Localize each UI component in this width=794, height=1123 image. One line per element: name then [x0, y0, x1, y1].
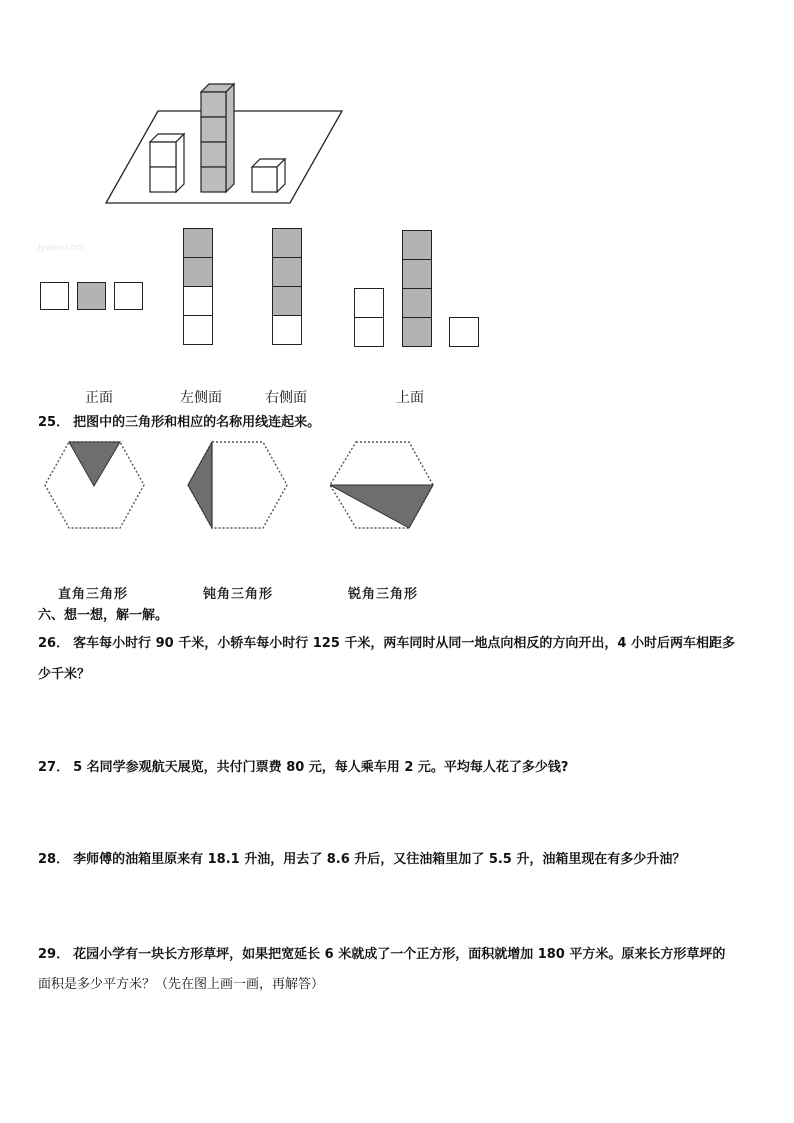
top-view-cell	[402, 230, 432, 260]
front-view-cell	[77, 282, 106, 310]
left-view-cell	[183, 228, 213, 258]
right-view-label: 右侧面	[265, 390, 307, 406]
watermark: Jyeoo.com	[38, 243, 85, 253]
cube-stack-3d-figure	[100, 80, 350, 210]
question-number: 28．	[38, 852, 70, 867]
front-view-label: 正面	[85, 390, 113, 406]
front-view-cell	[40, 282, 69, 310]
right-view-cell	[272, 315, 302, 345]
left-view-cell	[183, 286, 213, 316]
question-26-line-2: 少千米？	[38, 667, 91, 682]
hexagon-figure-2	[183, 438, 291, 530]
triangle-label-acute: 锐角三角形	[348, 587, 419, 602]
question-number: 26．	[38, 636, 70, 651]
question-text-line-1: 花园小学有一块长方形草坪，如果把宽延长 6 米就成了一个正方形，面积就增加 180 平方米。原来长方形草坪的	[73, 947, 726, 962]
question-number: 29．	[38, 947, 70, 962]
question-25	[38, 413, 320, 433]
top-view-cell	[402, 259, 432, 289]
top-view-cell	[449, 317, 479, 347]
right-view-cell	[272, 228, 302, 258]
question-number: 27．	[38, 760, 70, 775]
top-view-cell	[354, 288, 384, 318]
top-view-cell	[402, 317, 432, 347]
question-26	[38, 634, 735, 654]
question-text: 5 名同学参观航天展览，共付门票费 80 元，每人乘车用 2 元。平均每人花了多少钱?	[73, 760, 569, 775]
right-view-cell	[272, 286, 302, 316]
top-view-cell	[354, 317, 384, 347]
question-29	[38, 945, 725, 965]
question-29-line-2: 面积是多少平方米？（先在图上画一画，再解答）	[38, 977, 325, 992]
left-view-cell	[183, 315, 213, 345]
top-view-cell	[402, 288, 432, 318]
left-view-label: 左侧面	[180, 390, 222, 406]
left-view-cell	[183, 257, 213, 287]
triangle-label-obtuse: 钝角三角形	[203, 587, 274, 602]
question-text-line-1: 客车每小时行 90 千米，小轿车每小时行 125 千米，两车同时从同一地点向相反的方向开出，4 小时后两车相距多	[73, 636, 735, 651]
triangle-label-right: 直角三角形	[58, 587, 129, 602]
question-27	[38, 758, 568, 778]
question-text: 把图中的三角形和相应的名称用线连起来。	[73, 415, 321, 430]
front-view-cell	[114, 282, 143, 310]
top-view-label: 上面	[396, 390, 424, 406]
hexagon-figure-3	[325, 438, 437, 530]
question-text: 李师傅的油箱里原来有 18.1 升油，用去了 8.6 升后，又往油箱里加了 5.5 升，油箱里现在有多少升油？	[73, 852, 686, 867]
question-number: 25．	[38, 415, 70, 430]
question-28	[38, 850, 685, 870]
section-six-title: 六、想一想，解一解。	[38, 608, 169, 623]
hexagon-figure-1	[40, 438, 148, 530]
right-view-cell	[272, 257, 302, 287]
